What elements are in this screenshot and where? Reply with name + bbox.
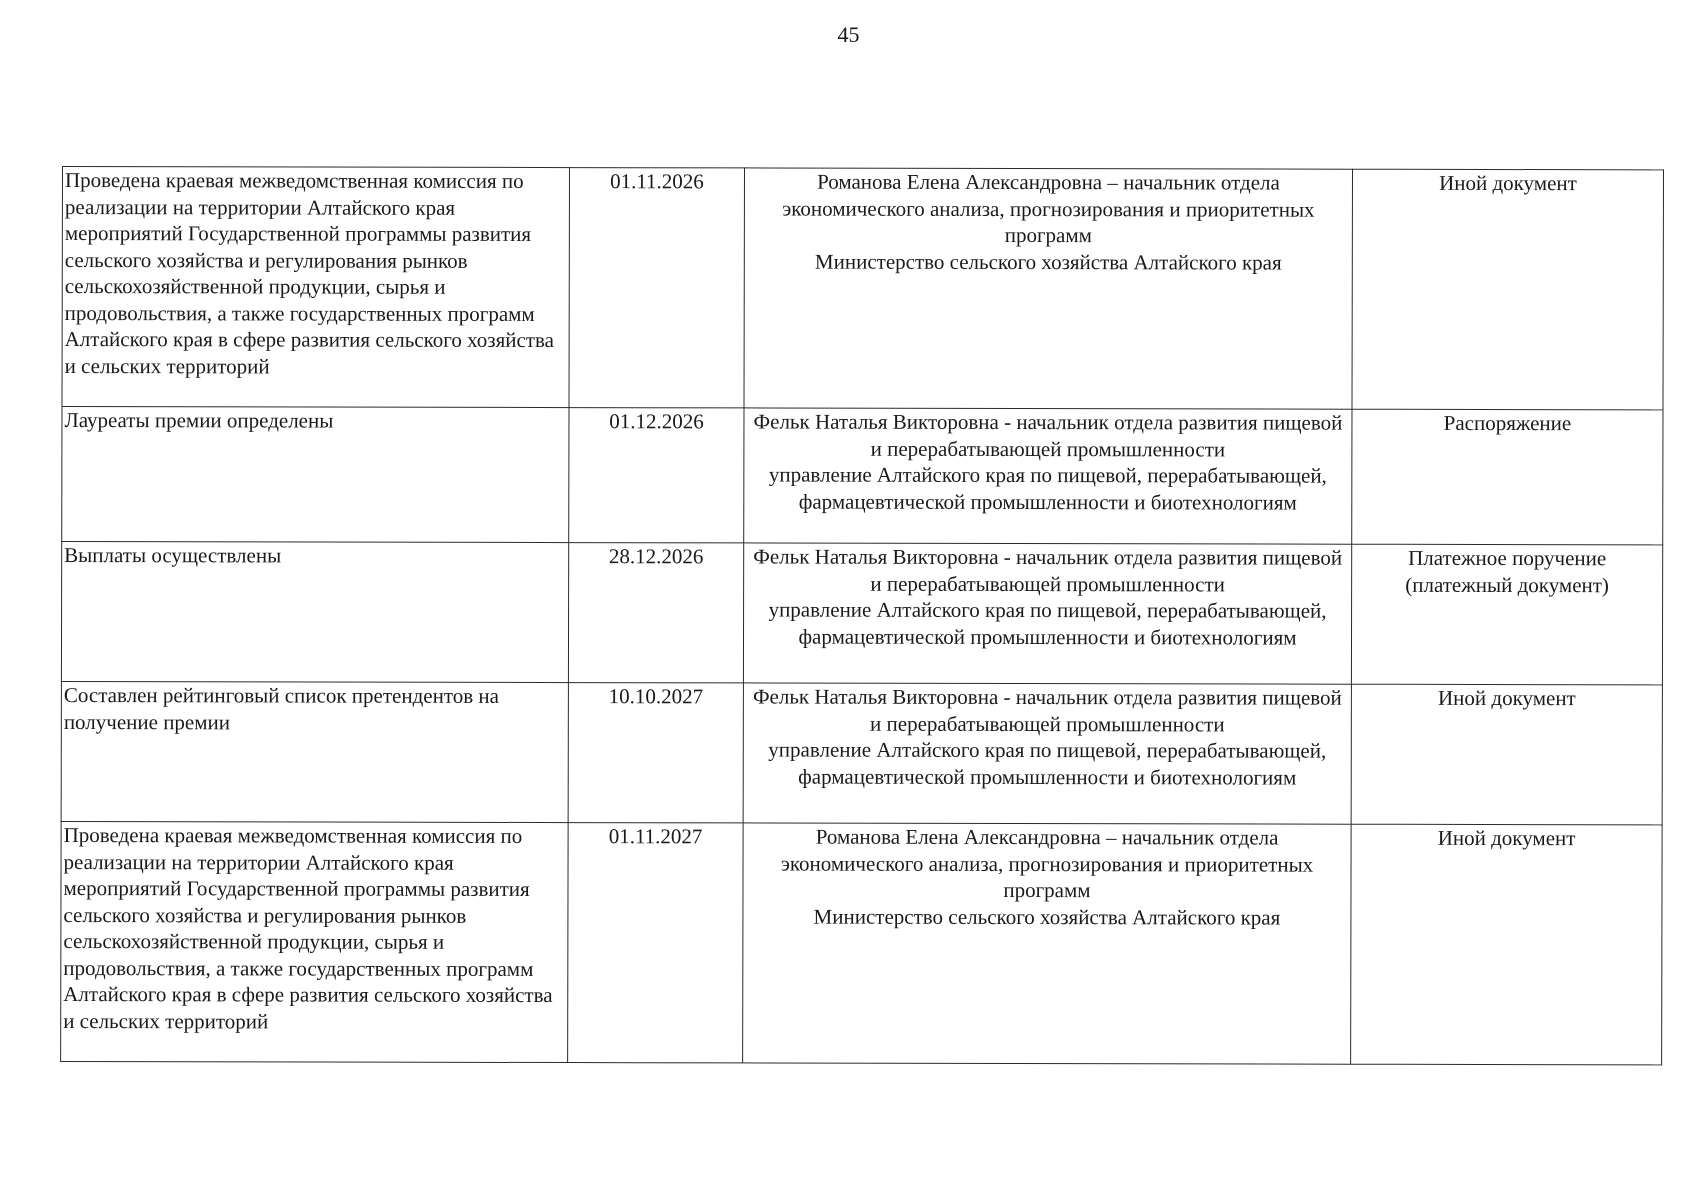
event-cell: Выплаты осуществлены bbox=[61, 542, 568, 683]
table-row bbox=[61, 821, 1662, 1064]
responsible-cell bbox=[743, 823, 1352, 1064]
responsible-org: управление Алтайского края по пищевой, перерабатывающей, фармацевтической промышленности и биотехнологиям bbox=[768, 462, 1327, 515]
table-row bbox=[62, 407, 1663, 545]
responsible-cell bbox=[743, 543, 1351, 684]
document-type-cell: Платежное поручение (платежный документ) bbox=[1351, 544, 1662, 685]
responsible-cell bbox=[744, 408, 1352, 544]
responsible-cell bbox=[744, 168, 1353, 409]
date-cell: 28.12.2026 bbox=[568, 543, 743, 683]
responsible-org: Министерство сельского хозяйства Алтайского края bbox=[813, 904, 1281, 930]
event-cell: Лауреаты премии определены bbox=[62, 407, 569, 543]
responsible-person: Фельк Наталья Викторовна - начальник отдела развития пищевой и перерабатывающей промышленности bbox=[753, 544, 1343, 596]
document-type-cell: Иной документ bbox=[1351, 684, 1662, 825]
responsible-org: Министерство сельского хозяйства Алтайского края bbox=[814, 249, 1282, 275]
date-cell: 01.11.2027 bbox=[568, 823, 744, 1063]
event-cell: Проведена краевая межведомственная комиссия по реализации на территории Алтайского края мероприятий Государственной программы развития сельского хозяйства и регулирования рынков сельскохозяйственной продукции, сырья и продовольствия, а также государственных программ Алтайского края в сфере развития сельского хозяйства и сельских территорий bbox=[62, 167, 570, 408]
responsible-org: управление Алтайского края по пищевой, перерабатывающей, фармацевтической промышленности и биотехнологиям bbox=[768, 737, 1327, 790]
table-row bbox=[62, 167, 1663, 410]
table-row bbox=[61, 681, 1662, 824]
responsible-person: Фельк Наталья Викторовна - начальник отдела развития пищевой и перерабатывающей промышленности bbox=[753, 409, 1343, 461]
responsible-person: Романова Елена Александровна – начальник отдела экономического анализа, прогнозирования и приоритетных программ bbox=[780, 824, 1314, 903]
date-cell: 01.12.2026 bbox=[569, 408, 744, 543]
responsible-cell bbox=[743, 683, 1351, 824]
document-type-cell: Иной документ bbox=[1351, 824, 1663, 1065]
responsible-person: Романова Елена Александровна – начальник отдела экономического анализа, прогнозирования и приоритетных программ bbox=[782, 169, 1315, 248]
event-cell: Составлен рейтинговый список претендентов на получение премии bbox=[61, 681, 568, 822]
events-table bbox=[60, 166, 1664, 1065]
document-type-cell: Распоряжение bbox=[1352, 409, 1663, 545]
responsible-person: Фельк Наталья Викторовна - начальник отдела развития пищевой и перерабатывающей промышленности bbox=[752, 684, 1342, 736]
document-type-cell: Иной документ bbox=[1352, 169, 1664, 410]
responsible-org: управление Алтайского края по пищевой, перерабатывающей, фармацевтической промышленности и биотехнологиям bbox=[768, 597, 1327, 650]
page-number: 45 bbox=[837, 22, 860, 47]
date-cell: 10.10.2027 bbox=[568, 683, 743, 823]
table-row bbox=[61, 542, 1662, 685]
event-cell: Проведена краевая межведомственная комиссия по реализации на территории Алтайского края мероприятий Государственной программы развития сельского хозяйства и регулирования рынков сельскохозяйственной продукции, сырья и продовольствия, а также государственных программ Алтайского края в сфере развития сельского хозяйства и сельских территорий bbox=[61, 821, 569, 1062]
date-cell: 01.11.2026 bbox=[569, 168, 745, 408]
